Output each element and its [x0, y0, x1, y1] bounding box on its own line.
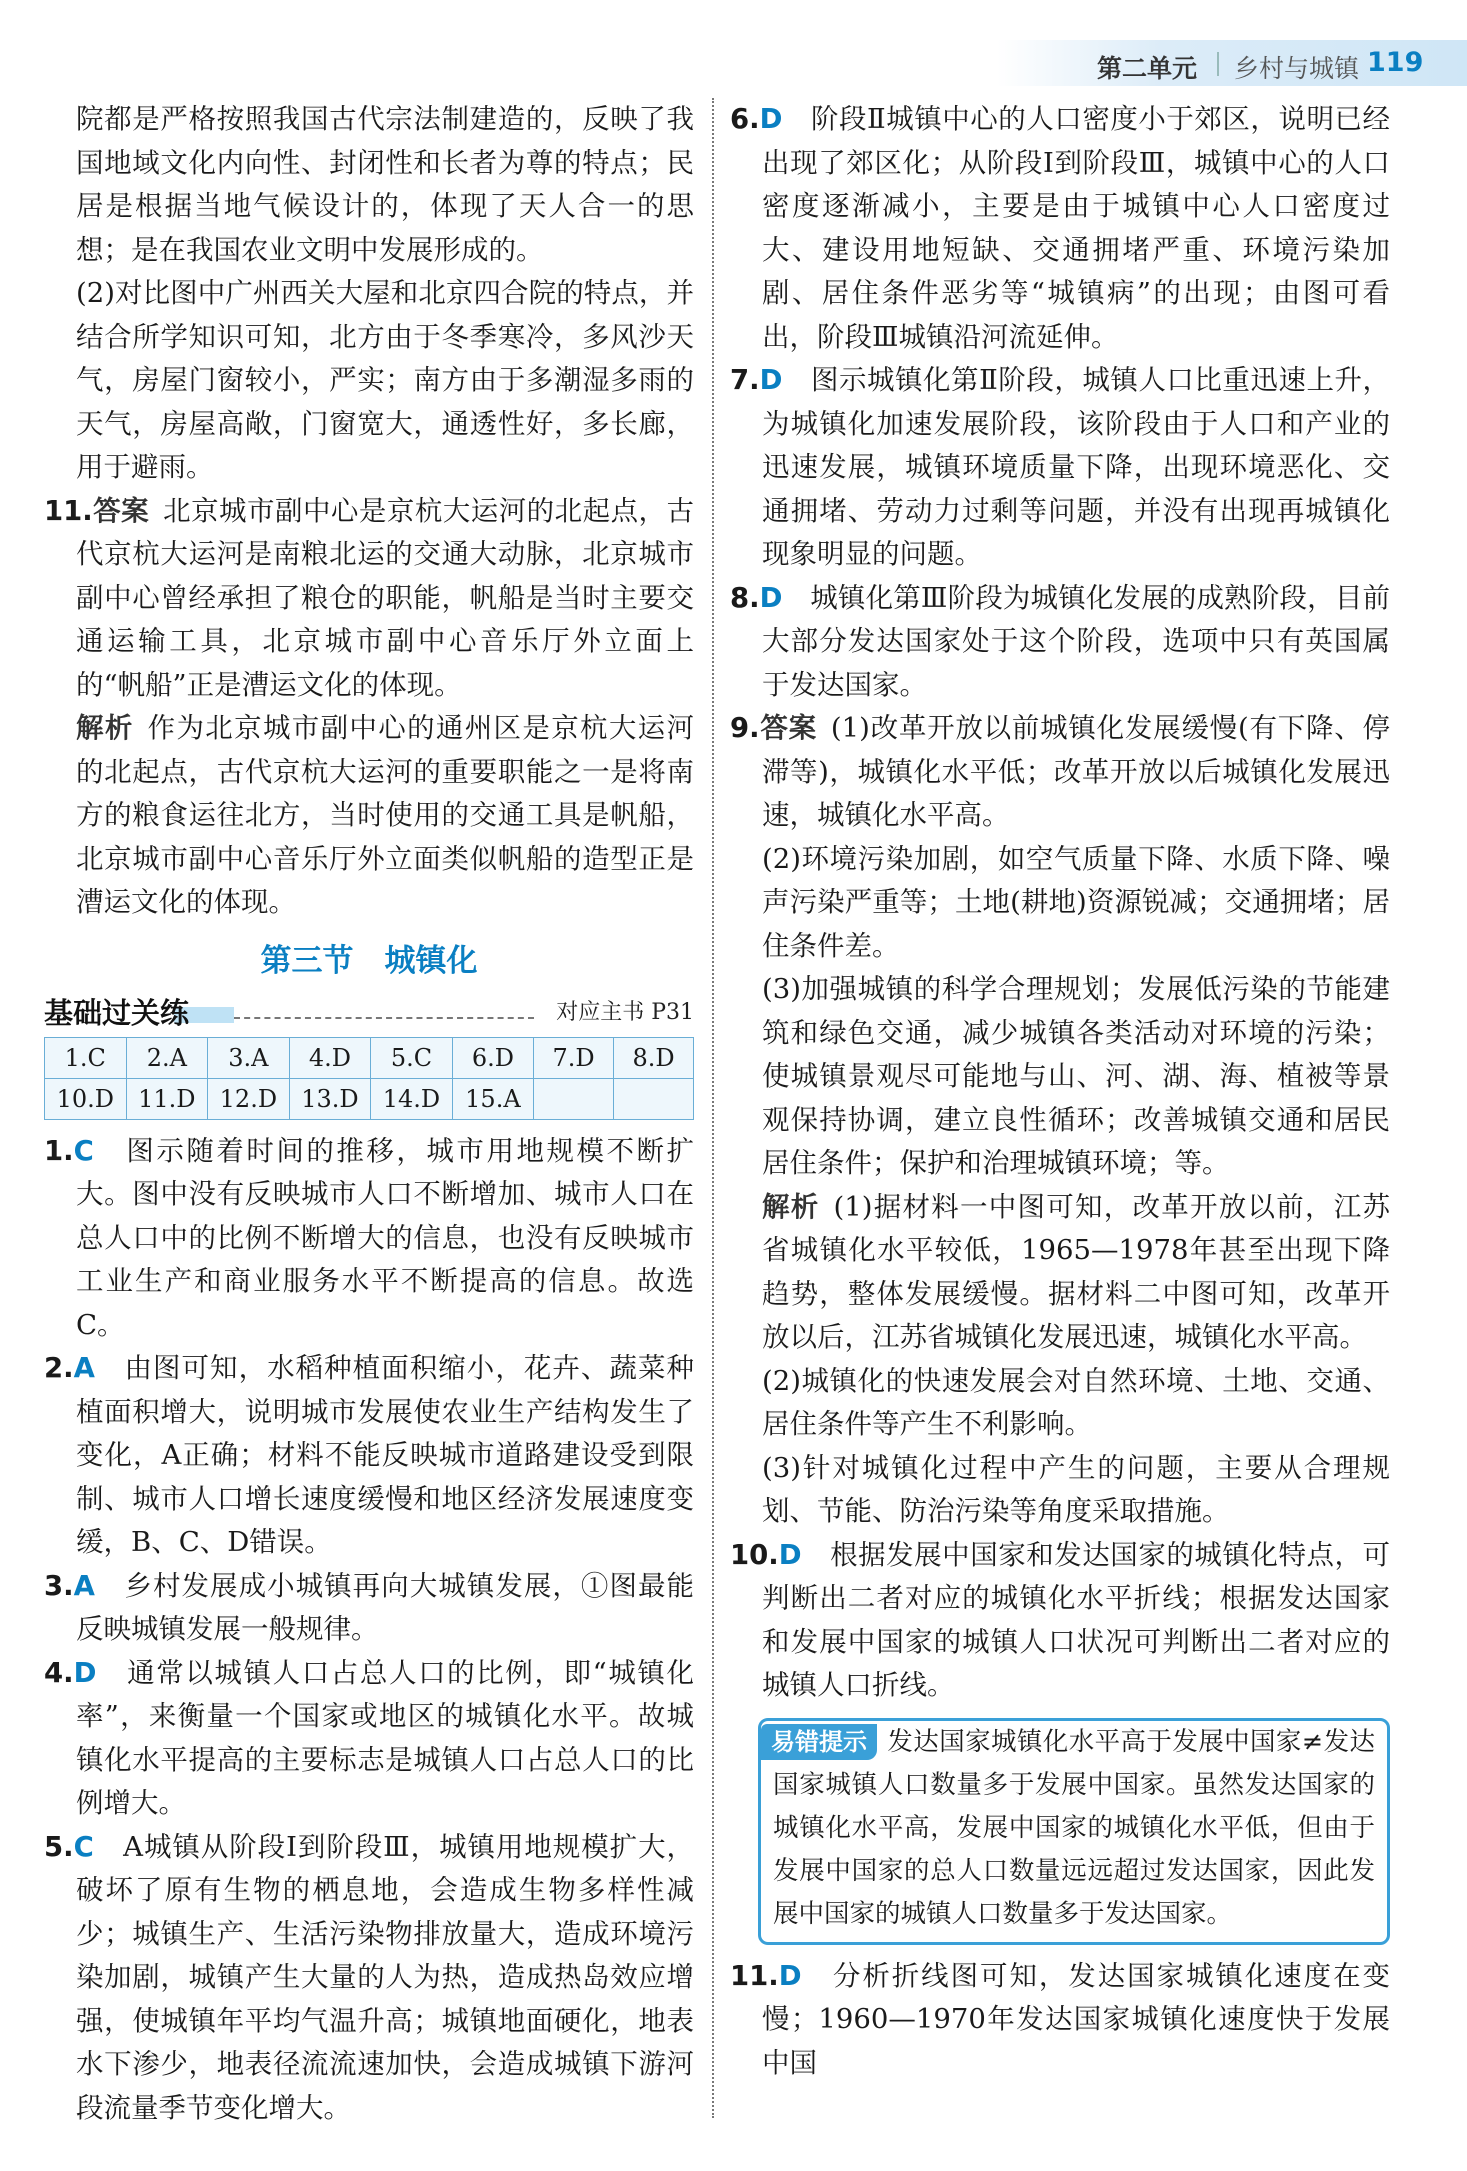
tip-label: 易错提示	[761, 1724, 877, 1760]
answer-letter: D	[759, 581, 783, 614]
table-cell	[614, 1078, 694, 1119]
question-number: 4.	[44, 1656, 74, 1689]
answer-letter: D	[73, 1656, 97, 1689]
table-row	[45, 1037, 694, 1078]
answer-letter: C	[73, 1830, 94, 1863]
basic-practice-label: 基础过关练	[44, 995, 190, 1030]
basic-practice-bar	[44, 989, 694, 1029]
q11-explanation	[730, 1955, 1390, 2086]
answer-letter: D	[759, 103, 783, 135]
answer-letter: A	[73, 1352, 95, 1384]
analysis-text: (1)据材料一中图可知，改革开放以前，江苏省城镇化水平较低，1965—1978年甚至出现下降趋势，整体发展缓慢。据材料二中图可知，改革开放以后，江苏省城镇化发展迅速，城镇化水平高。	[762, 1190, 1391, 1353]
q1-explanation	[44, 1130, 694, 1348]
q3-explanation	[44, 1565, 694, 1652]
table-cell: 7.D	[534, 1037, 614, 1078]
paragraph: (2)对比图中广州西关大屋和北京四合院的特点，并结合所学知识可知，北方由于冬季寒冷，多风沙天气，房屋门窗较小，严实；南方由于多潮湿多雨的天气，房屋高敞，门窗宽大，通透性好，多长廊，用于避雨。	[76, 277, 694, 483]
question-number: 8.	[730, 581, 760, 614]
q11-answer	[44, 490, 694, 708]
answer-letter: D	[759, 364, 783, 396]
answer-text: (1)改革开放以前城镇化发展缓慢(有下降、停滞等)，城镇化水平低；改革开放以后城镇化发展迅速，城镇化水平高。	[762, 712, 1390, 831]
q5-explanation	[44, 1826, 694, 2131]
question-number: 11.	[44, 494, 93, 527]
q7-explanation	[730, 359, 1390, 577]
table-cell	[534, 1078, 614, 1119]
q10-explanation	[730, 1534, 1390, 1708]
right-column	[730, 98, 1390, 2085]
table-cell: 6.D	[452, 1037, 533, 1078]
table-cell: 15.A	[452, 1078, 533, 1119]
q8-explanation	[730, 577, 1390, 708]
question-number: 1.	[44, 1134, 74, 1167]
left-column	[44, 98, 694, 2130]
table-cell: 12.D	[208, 1078, 290, 1119]
q9-analysis	[730, 1186, 1390, 1360]
error-tip-box	[758, 1718, 1390, 1945]
answer-tag: 答案	[92, 494, 150, 527]
explanation-text: 图示随着时间的推移，城市用地规模不断扩大。图中没有反映城市人口不断增加、城市人口在总人口中的比例不断增大的信息，也没有反映城市工业生产和商业服务水平不断提高的信息。故选C。	[76, 1134, 695, 1341]
book-reference: 对应主书 P31	[556, 999, 694, 1025]
table-cell: 1.C	[45, 1037, 127, 1078]
table-row	[45, 1078, 694, 1119]
table-cell: 10.D	[45, 1078, 127, 1119]
table-cell: 5.C	[371, 1037, 453, 1078]
answer-letter: D	[778, 1538, 802, 1571]
q11-analysis	[44, 707, 694, 925]
explanation-text: 图示城镇化第Ⅱ阶段，城镇人口比重迅速上升，为城镇化加速发展阶段，该阶段由于人口和产业的迅速发展，城镇环境质量下降，出现环境恶化、交通拥堵、劳动力过剩等问题，并没有出现再城镇化现象明显的问题。	[762, 364, 1390, 570]
page-header	[997, 40, 1467, 86]
explanation-text: 城镇化第Ⅲ阶段为城镇化发展的成熟阶段，目前大部分发达国家处于这个阶段，选项中只有英国属于发达国家。	[762, 581, 1390, 701]
analysis-text: (3)针对城镇化过程中产生的问题，主要从合理规划、节能、防治污染等角度采取措施。	[762, 1451, 1390, 1527]
explanation-text: 根据发展中国家和发达国家的城镇化特点，可判断出二者对应的城镇化水平折线；根据发达国家和发展中国家的城镇人口状况可判断出二者对应的城镇人口折线。	[762, 1538, 1391, 1701]
answer-letter: C	[73, 1134, 94, 1167]
explanation-text: 阶段Ⅱ城镇中心的人口密度小于郊区，说明已经出现了郊区化；从阶段Ⅰ到阶段Ⅲ，城镇中心的人口密度逐渐减小，主要是由于城镇中心人口密度过大、建设用地短缺、交通拥堵严重、环境污染加剧、居住条件恶劣等“城镇病”的出现；由图可看出，阶段Ⅲ城镇沿河流延伸。	[762, 103, 1390, 353]
explanation-text: A城镇从阶段Ⅰ到阶段Ⅲ，城镇用地规模扩大，破坏了原有生物的栖息地，会造成生物多样性减少；城镇生产、生活污染物排放量大，造成环境污染加剧，城镇产生大量的人为热，造成热岛效应增强，使城镇年平均气温升高；城镇地面硬化，地表水下渗少，地表径流流速加快，会造成城镇下游河段流量季节变化增大。	[76, 1830, 695, 2124]
analysis-tag: 解析	[76, 712, 134, 744]
question-number: 9.	[730, 712, 760, 744]
topic-label: 乡村与城镇	[1234, 54, 1360, 83]
question-number: 11.	[730, 1959, 779, 1992]
table-cell: 13.D	[289, 1078, 371, 1119]
table-cell: 3.A	[208, 1037, 290, 1078]
question-number: 2.	[44, 1352, 74, 1384]
header-divider	[1217, 52, 1219, 76]
answer-table	[44, 1037, 694, 1120]
analysis-text: 作为北京城市副中心的通州区是京杭大运河的北起点，古代京杭大运河的重要职能之一是将南方的粮食运往北方，当时使用的交通工具是帆船，北京城市副中心音乐厅外立面类似帆船的造型正是漕运文化的体现。	[76, 712, 695, 918]
question-number: 6.	[730, 103, 760, 135]
answer-text: (3)加强城镇的科学合理规划；发展低污染的节能建筑和绿色交通，减少城镇各类活动对环境的污染；使城镇景观尽可能地与山、河、湖、海、植被等景观保持协调，建立良性循环；改善城镇交通和居民居住条件；保护和治理城镇环境；等。	[762, 973, 1390, 1179]
q4-explanation	[44, 1652, 694, 1826]
tip-paragraph	[773, 1721, 1375, 1936]
paragraph: 院都是严格按照我国古代宗法制建造的，反映了我国地域文化内向性、封闭性和长者为尊的特点；民居是根据当地气候设计的，体现了天人合一的思想；是在我国农业文明中发展形成的。	[76, 103, 694, 266]
explanation-text: 由图可知，水稻种植面积缩小，花卉、蔬菜种植面积增大，说明城市发展使农业生产结构发生了变化，A正确；材料不能反映城市道路建设受到限制、城市人口增长速度缓慢和地区经济发展速度变缓，B、C、D错误。	[76, 1352, 695, 1558]
section-title: 第三节 城镇化	[260, 942, 478, 979]
answer-letter: D	[778, 1959, 802, 1992]
page-number: 119	[1367, 47, 1424, 78]
question-number: 10.	[730, 1538, 779, 1571]
question-number: 7.	[730, 364, 760, 396]
table-cell: 2.A	[126, 1037, 208, 1078]
tip-text: 发达国家城镇化水平高于发展中国家≠发达国家城镇人口数量多于发展中国家。虽然发达国家的城镇化水平高，发展中国家的城镇化水平低，但由于发展中国家的总人口数量远远超过发达国家，因此发展中国家的城镇人口数量多于发达国家。	[773, 1726, 1375, 1929]
table-cell: 11.D	[126, 1078, 208, 1119]
answer-tag: 答案	[759, 712, 817, 744]
analysis-tag: 解析	[762, 1190, 820, 1223]
column-divider	[712, 98, 714, 2118]
answer-text: (2)环境污染加剧，如空气质量下降、水质下降、噪声污染严重等；土地(耕地)资源锐减；交通拥堵；居住条件差。	[762, 842, 1390, 962]
unit-label: 第二单元	[1097, 54, 1198, 83]
answer-letter: A	[73, 1569, 95, 1602]
answer-text: 北京城市副中心是京杭大运河的北起点，古代京杭大运河是南粮北运的交通大动脉，北京城市副中心曾经承担了粮仓的职能，帆船是当时主要交通运输工具，北京城市副中心音乐厅外立面上的“帆船”正是漕运文化的体现。	[76, 494, 695, 701]
q6-explanation	[730, 98, 1390, 359]
table-cell: 14.D	[371, 1078, 453, 1119]
explanation-text: 通常以城镇人口占总人口的比例，即“城镇化率”，来衡量一个国家或地区的城镇化水平。故城镇化水平提高的主要标志是城镇人口占总人口的比例增大。	[76, 1656, 695, 1819]
dashed-rule	[234, 1017, 534, 1019]
question-number: 3.	[44, 1569, 74, 1602]
q9-answer	[730, 707, 1390, 838]
explanation-text: 分析折线图可知，发达国家城镇化速度在变慢；1960—1970年发达国家城镇化速度快于发展中国	[762, 1959, 1391, 2079]
analysis-text: (2)城镇化的快速发展会对自然环境、土地、交通、居住条件等产生不利影响。	[762, 1364, 1390, 1440]
table-cell: 8.D	[614, 1037, 694, 1078]
table-cell: 4.D	[289, 1037, 371, 1078]
q2-explanation	[44, 1347, 694, 1565]
explanation-text: 乡村发展成小城镇再向大城镇发展，①图最能反映城镇发展一般规律。	[76, 1569, 695, 1645]
question-number: 5.	[44, 1830, 74, 1863]
